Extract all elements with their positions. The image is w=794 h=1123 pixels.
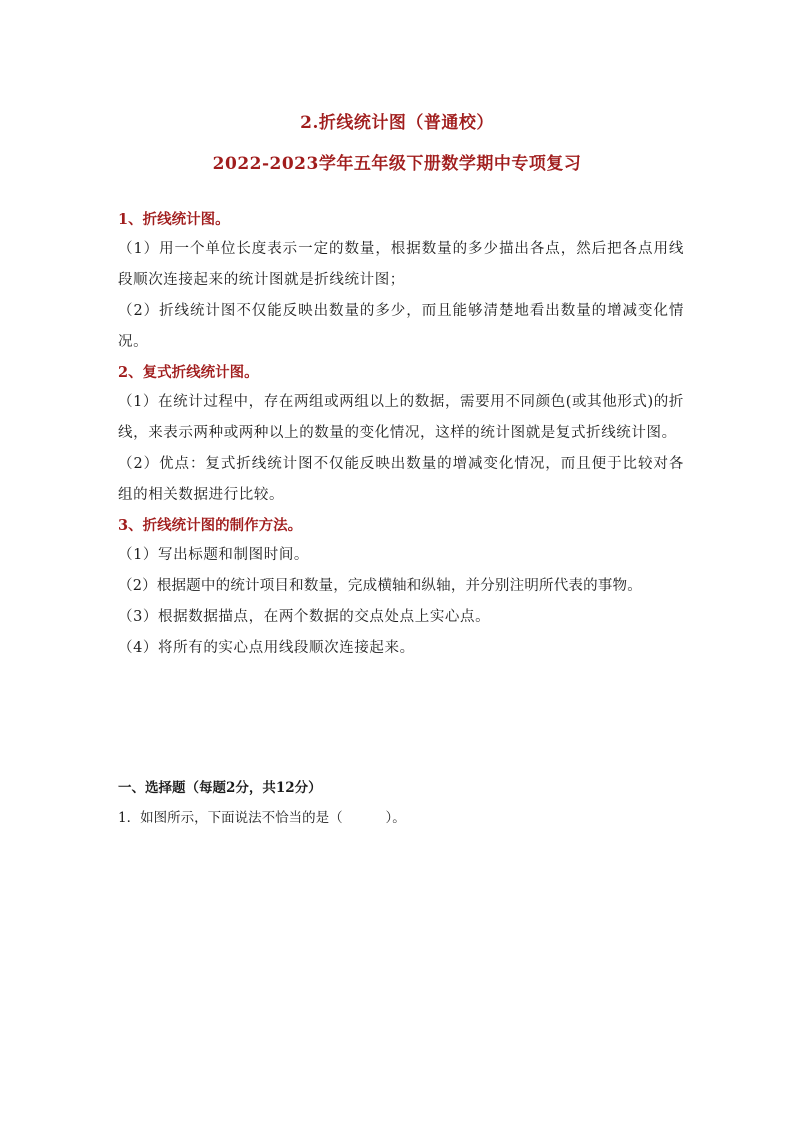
knowledge-summary [118, 205, 684, 664]
exercise-heading: 一、选择题（每题2分，共12分） [118, 780, 322, 796]
section-3-step-3: （3）根据数据描点，在两个数据的交点处点上实心点。 [118, 609, 491, 625]
section-3-step-1: （1）写出标题和制图时间。 [118, 547, 310, 563]
document-title: 2.折线统计图（普通校） [300, 113, 494, 133]
section-heading-compound-line-chart: 2、复式折线统计图。 [118, 364, 259, 381]
question-1: 1．如图所示，下面说法不恰当的是（ ）。 [118, 810, 406, 826]
section-2-paragraph-1: （1）在统计过程中，存在两组或两组以上的数据，需要用不同颜色(或其他形式)的折线，来表示两种或两种以上的数量的变化情况，这样的统计图就是复式折线统计图。 [118, 394, 684, 441]
section-3-step-4: （4）将所有的实心点用线段顺次连接起来。 [118, 640, 415, 656]
section-heading-line-chart: 1、折线统计图。 [118, 211, 230, 228]
section-3-step-2: （2）根据题中的统计项目和数量，完成横轴和纵轴，并分别注明所代表的事物。 [118, 578, 642, 594]
section-heading-making-method: 3、折线统计图的制作方法。 [118, 517, 303, 534]
section-2-paragraph-2: （2）优点：复式折线统计图不仅能反映出数量的增减变化情况，而且便于比较对各组的相关数据进行比较。 [118, 456, 684, 503]
section-1-paragraph-2: （2）折线统计图不仅能反映出数量的多少，而且能够清楚地看出数量的增减变化情况。 [118, 303, 684, 350]
section-1-paragraph-1: （1）用一个单位长度表示一定的数量，根据数量的多少描出各点，然后把各点用线段顺次连接起来的统计图就是折线统计图； [118, 241, 684, 288]
exercise-section [118, 777, 684, 829]
document-subtitle: 2022-2023学年五年级下册数学期中专项复习 [212, 154, 582, 174]
